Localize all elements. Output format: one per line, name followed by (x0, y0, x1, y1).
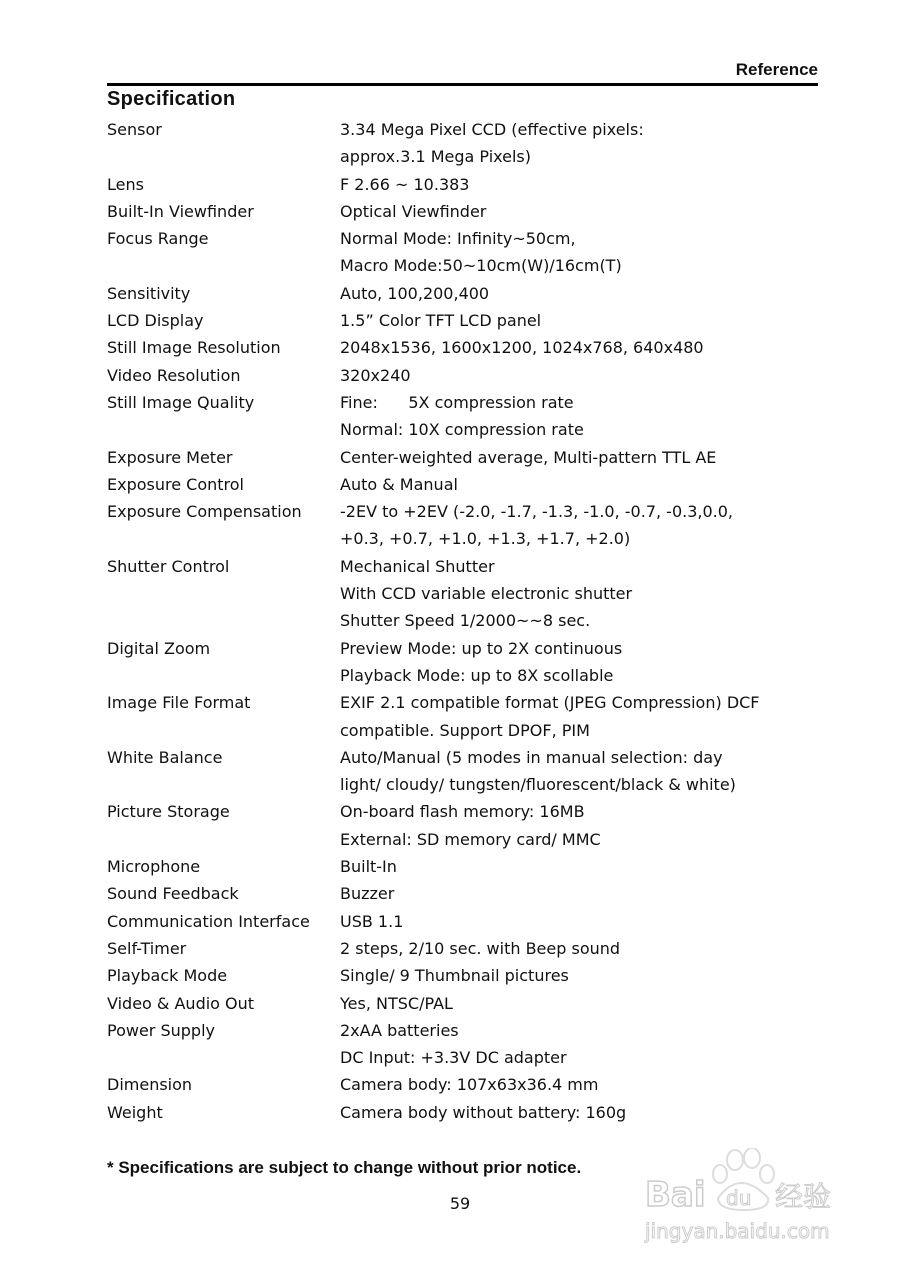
spec-value-line: Shutter Speed 1/2000~~8 sec. (340, 611, 591, 631)
spec-row (107, 225, 827, 280)
spec-label: Exposure Compensation (107, 502, 302, 522)
spec-row (107, 471, 827, 498)
spec-label: Sound Feedback (107, 884, 239, 904)
spec-value-line: F 2.66 ~ 10.383 (340, 174, 470, 194)
spec-table (107, 116, 827, 1126)
header-rule (107, 83, 818, 86)
spec-row (107, 880, 827, 907)
spec-row (107, 935, 827, 962)
spec-value (340, 1099, 827, 1126)
spec-row (107, 635, 827, 690)
spec-value-line: Buzzer (340, 884, 395, 904)
spec-value (340, 280, 827, 307)
spec-row (107, 1017, 827, 1072)
svg-text:jingyan.baidu.com: jingyan.baidu.com (645, 1219, 830, 1243)
spec-value-line: compatible. Support DPOF, PIM (340, 720, 590, 740)
spec-value-line: approx.3.1 Mega Pixels) (340, 147, 532, 167)
spec-row (107, 962, 827, 989)
spec-row (107, 908, 827, 935)
spec-value-line: USB 1.1 (340, 911, 404, 931)
spec-value (340, 225, 827, 280)
spec-label: Microphone (107, 857, 201, 877)
spec-label: Digital Zoom (107, 638, 211, 658)
spec-row (107, 389, 827, 444)
spec-value (340, 471, 827, 498)
spec-value (340, 171, 827, 198)
footnote: * Specifications are subject to change without prior notice. (107, 1158, 582, 1177)
spec-label: Dimension (107, 1075, 193, 1095)
spec-value (340, 444, 827, 471)
spec-value-line: Camera body without battery: 160g (340, 1102, 627, 1122)
spec-label: Shutter Control (107, 556, 230, 576)
spec-value (340, 116, 827, 171)
spec-value-line: Playback Mode: up to 8X scollable (340, 665, 614, 685)
spec-value (340, 990, 827, 1017)
spec-row (107, 990, 827, 1017)
spec-value-line: 320x240 (340, 365, 411, 385)
svg-text:du: du (726, 1186, 752, 1210)
spec-value-line: light/ cloudy/ tungsten/fluorescent/black & white) (340, 775, 736, 795)
svg-text:Bai: Bai (645, 1175, 706, 1215)
spec-row (107, 334, 827, 361)
spec-value-line: Built-In (340, 857, 397, 877)
spec-value-line: Center-weighted average, Multi-pattern TTL AE (340, 447, 717, 467)
spec-value-line: Auto/Manual (5 modes in manual selection: day (340, 747, 723, 767)
spec-label: White Balance (107, 747, 223, 767)
spec-value (340, 880, 827, 907)
spec-value-line: 2048x1536, 1600x1200, 1024x768, 640x480 (340, 338, 704, 358)
spec-value (340, 553, 827, 635)
spec-value-line: -2EV to +2EV (-2.0, -1.7, -1.3, -1.0, -0.7, -0.3,0.0, (340, 502, 733, 522)
page-number: 59 (449, 1194, 471, 1213)
spec-value-line: Yes, NTSC/PAL (340, 993, 453, 1013)
spec-label: Weight (107, 1102, 163, 1122)
spec-label: Self-Timer (107, 938, 187, 958)
baidu-watermark-logo (640, 1148, 850, 1248)
spec-value (340, 689, 827, 744)
svg-text:经验: 经验 (775, 1180, 832, 1213)
spec-value (340, 362, 827, 389)
spec-value-line: DC Input: +3.3V DC adapter (340, 1048, 567, 1068)
spec-value (340, 498, 827, 553)
spec-row (107, 198, 827, 225)
spec-value-line: 3.34 Mega Pixel CCD (effective pixels: (340, 120, 644, 139)
spec-row (107, 444, 827, 471)
spec-value (340, 1071, 827, 1098)
spec-label: LCD Display (107, 311, 204, 331)
spec-value-line: External: SD memory card/ MMC (340, 829, 601, 849)
spec-label: Communication Interface (107, 911, 310, 931)
spec-value-line: 2 steps, 2/10 sec. with Beep sound (340, 938, 621, 958)
spec-value-line: With CCD variable electronic shutter (340, 584, 633, 604)
spec-value (340, 935, 827, 962)
spec-label: Sensor (107, 120, 162, 139)
spec-value (340, 853, 827, 880)
spec-value-line: Single/ 9 Thumbnail pictures (340, 966, 569, 986)
spec-label: Sensitivity (107, 283, 191, 303)
spec-value (340, 798, 827, 853)
spec-row (107, 1071, 827, 1098)
spec-row (107, 689, 827, 744)
spec-label: Video & Audio Out (107, 993, 255, 1013)
spec-value (340, 1017, 827, 1072)
spec-row (107, 798, 827, 853)
spec-row (107, 498, 827, 553)
spec-row (107, 853, 827, 880)
spec-row (107, 744, 827, 799)
spec-label: Exposure Meter (107, 447, 233, 467)
page-title: Specification (107, 88, 236, 110)
spec-label: Power Supply (107, 1020, 215, 1040)
spec-label: Picture Storage (107, 802, 230, 822)
spec-row (107, 171, 827, 198)
spec-value-line: Optical Viewfinder (340, 201, 487, 221)
spec-value (340, 198, 827, 225)
spec-value (340, 744, 827, 799)
spec-row (107, 1099, 827, 1126)
spec-value (340, 908, 827, 935)
spec-label: Focus Range (107, 229, 209, 249)
spec-label: Lens (107, 174, 144, 194)
spec-value (340, 389, 827, 444)
spec-value-line: Normal Mode: Infinity~50cm, (340, 229, 576, 249)
spec-value-line: Macro Mode:50~10cm(W)/16cm(T) (340, 256, 622, 276)
spec-value-line: +0.3, +0.7, +1.0, +1.3, +1.7, +2.0) (340, 529, 631, 549)
spec-value-line: On-board flash memory: 16MB (340, 802, 585, 822)
spec-label: Still Image Resolution (107, 338, 281, 358)
spec-label: Still Image Quality (107, 392, 255, 412)
spec-value-line: Normal: 10X compression rate (340, 420, 584, 440)
section-header: Reference (735, 60, 818, 79)
spec-label: Image File Format (107, 693, 251, 713)
spec-row (107, 116, 827, 171)
spec-value-line: Mechanical Shutter (340, 556, 495, 576)
spec-label: Video Resolution (107, 365, 241, 385)
spec-row (107, 553, 827, 635)
spec-value-line: Auto, 100,200,400 (340, 283, 490, 303)
spec-row (107, 307, 827, 334)
spec-value-line: Auto & Manual (340, 474, 458, 494)
spec-row (107, 362, 827, 389)
spec-value (340, 635, 827, 690)
spec-label: Built-In Viewfinder (107, 201, 254, 221)
spec-value-line: Preview Mode: up to 2X continuous (340, 638, 623, 658)
spec-label: Exposure Control (107, 474, 244, 494)
spec-row (107, 280, 827, 307)
spec-value-line: Fine: 5X compression rate (340, 392, 574, 412)
spec-value-line: 1.5” Color TFT LCD panel (340, 311, 542, 331)
spec-label: Playback Mode (107, 966, 228, 986)
spec-value (340, 962, 827, 989)
spec-value-line: 2xAA batteries (340, 1020, 459, 1040)
spec-value-line: EXIF 2.1 compatible format (JPEG Compression) DCF (340, 693, 760, 713)
spec-value-line: Camera body: 107x63x36.4 mm (340, 1075, 599, 1095)
spec-value (340, 307, 827, 334)
spec-value (340, 334, 827, 361)
